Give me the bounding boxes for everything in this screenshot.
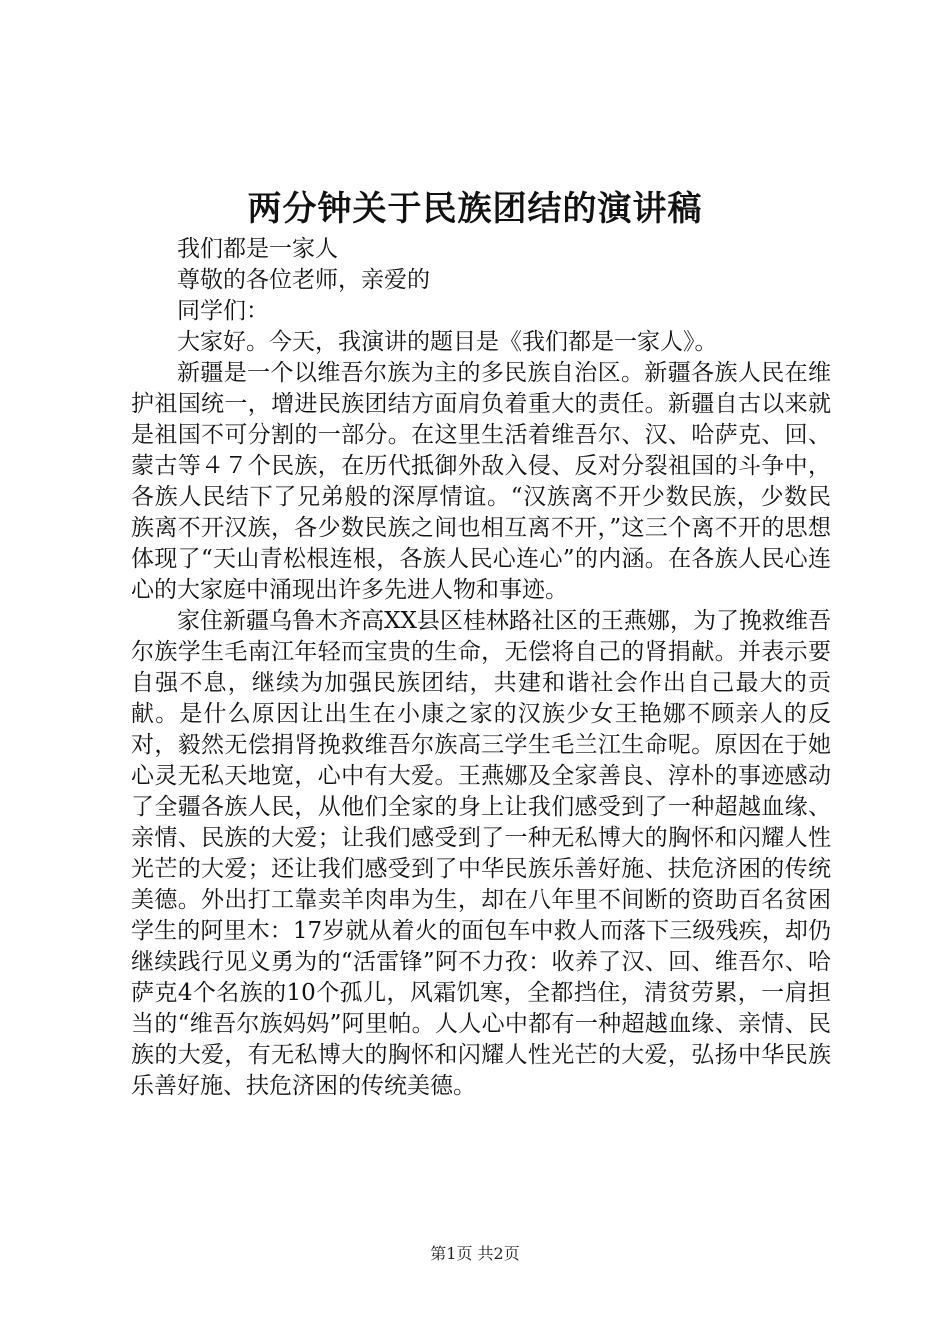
salutation-line-2: 同学们： bbox=[177, 298, 269, 324]
examples-paragraph: 家住新疆乌鲁木齐高XX县区桂林路社区的王燕娜，为了挽救维吾尔族学生毛南江年轻而宝贵的生命，无偿将自己的肾捐献。并表示要自强不息，继续为加强民族团结，共建和谐社会作出自己最大的贡献。是什么原因让出生在小康之家的汉族少女王艳娜不顾亲人的反对，毅然无偿捐肾挽救维吾尔族高三学生毛兰江生命呢。原因在于她心灵无私天地宽，心中有大爱。王燕娜及全家善良、淳朴的事迹感动了全疆各族人民，从他们全家的身上让我们感受到了一种超越血缘、亲情、民族的大爱；让我们感受到了一种无私博大的胸怀和闪耀人性光芒的大爱；还让我们感受到了中华民族乐善好施、扶危济困的传统美德。外出打工靠卖羊肉串为生，却在八年里不间断的资助百名贫困学生的阿里木：17岁就从着火的面包车中救人而落下三级残疾，却仍继续践行见义勇为的“活雷锋”阿不力孜：收养了汉、回、维吾尔、哈萨克4个名族的10个孤儿，风霜饥寒，全都挡住，清贫劳累，一肩担当的“维吾尔族妈妈”阿里帕。人人心中都有一种超越血缘、亲情、民族的大爱，有无私博大的胸怀和闪耀人性光芒的大爱，弘扬中华民族乐善好施、扶危济困的传统美德。 bbox=[131, 608, 831, 1099]
greeting-paragraph: 大家好。今天，我演讲的题目是《我们都是一家人》。 bbox=[177, 329, 718, 355]
xinjiang-paragraph: 新疆是一个以维吾尔族为主的多民族自治区。新疆各族人民在维护祖国统一，增进民族团结方面肩负着重大的责任。新疆自古以来就是祖国不可分割的一部分。在这里生活着维吾尔、汉、哈萨克、回、蒙古等４７个民族，在历代抵御外敌入侵、反对分裂祖国的斗争中，各族人民结下了兄弟般的深厚情谊。“汉族离不开少数民族，少数民族离不开汉族，各少数民族之间也相互离不开，”这三个离不开的思想体现了“天山青松根连根，各族人民心连心”的内涵。在各族人民心连心的大家庭中涌现出许多先进人物和事迹。 bbox=[131, 360, 831, 603]
page-number-footer: 第1页 共2页 bbox=[430, 1244, 520, 1263]
salutation-line-1: 尊敬的各位老师，亲爱的 bbox=[177, 267, 430, 293]
document-body bbox=[131, 234, 831, 1102]
speech-subtitle: 我们都是一家人 bbox=[177, 236, 338, 262]
document-title: 两分钟关于民族团结的演讲稿 bbox=[247, 189, 703, 229]
